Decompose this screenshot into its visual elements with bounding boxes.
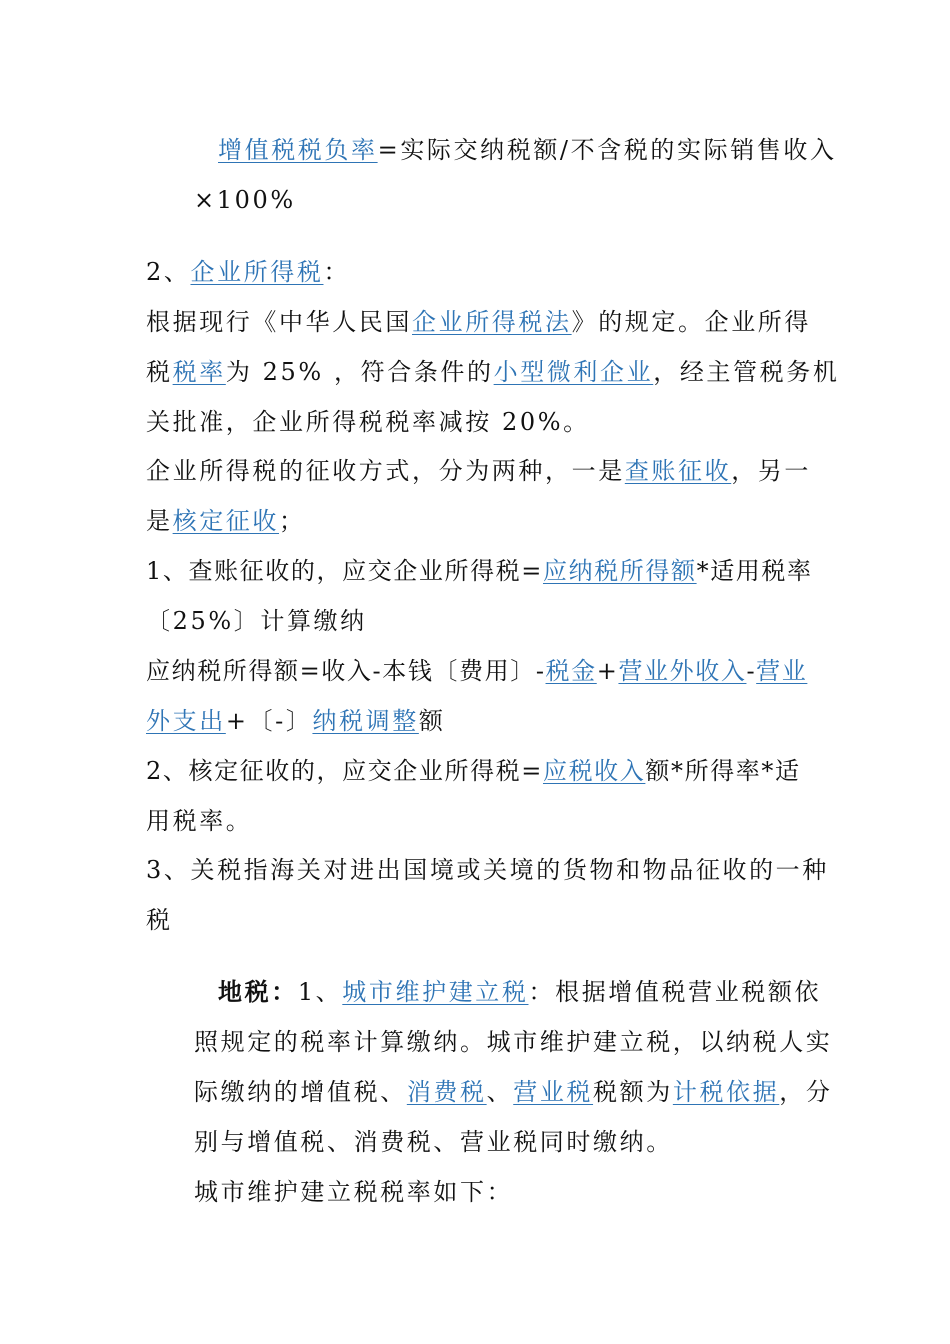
text: ：: [323, 258, 351, 286]
paragraph-line: [146, 406, 590, 438]
link-vat-burden-rate[interactable]: 增值税税负率: [218, 136, 378, 164]
link-consumption-tax[interactable]: 消费税: [406, 1078, 487, 1106]
text: 企业所得税的征收方式，分为两种，一是: [146, 457, 625, 485]
local-tax-heading-line: [218, 976, 821, 1008]
link-tax-rate[interactable]: 税率: [172, 358, 226, 386]
text: 税额为: [593, 1078, 673, 1106]
text: 为 25% ，符合条件的: [225, 358, 494, 386]
text: 〔25%〕计算缴纳: [146, 607, 367, 635]
link-non-operating-expense-cont[interactable]: 外支出: [146, 707, 226, 735]
paragraph-line: [146, 904, 173, 936]
local-tax-label: 地税：: [218, 978, 298, 1006]
link-taxable-income[interactable]: 应纳税所得额: [542, 557, 697, 585]
link-corporate-income-tax-law[interactable]: 企业所得税法: [412, 308, 572, 336]
link-non-operating-expense[interactable]: 营业: [756, 657, 808, 685]
paragraph-line: [146, 705, 445, 737]
text: =实际交纳税额/不含税的实际销售收入: [377, 136, 837, 164]
link-tax-adjustment[interactable]: 纳税调整: [312, 707, 419, 735]
paragraph-line: [194, 1076, 832, 1108]
text: ；: [279, 507, 306, 535]
text: +: [596, 657, 619, 685]
link-taxable-revenue[interactable]: 应税收入: [542, 757, 646, 785]
text: ，经主管税务机: [653, 358, 840, 386]
text: 际缴纳的增值税、: [194, 1078, 407, 1106]
link-business-tax[interactable]: 营业税: [513, 1078, 594, 1106]
text: 1、: [297, 978, 343, 1006]
paragraph-line: [146, 505, 306, 537]
text: 2、: [146, 258, 191, 286]
link-urban-maintenance-tax[interactable]: 城市维护建立税: [342, 978, 529, 1006]
paragraph-line: [146, 356, 839, 388]
text: 应纳税所得额=收入-本钱〔费用〕-: [146, 657, 546, 685]
text: 3、关税指海关对进出国境或关境的货物和物品征收的一种: [146, 856, 829, 884]
text: 关批准，企业所得税税率减按 20%。: [146, 408, 590, 436]
text: 别与增值税、消费税、营业税同时缴纳。: [194, 1128, 673, 1156]
text: 税: [146, 906, 173, 934]
text: 额: [418, 707, 446, 735]
link-corporate-income-tax[interactable]: 企业所得税: [190, 258, 324, 286]
text: ，另一: [731, 457, 812, 485]
text: 照规定的税率计算缴纳。城市维护建立税，以纳税人实: [194, 1028, 833, 1056]
text: -: [746, 657, 757, 685]
link-assessed-collection[interactable]: 核定征收: [172, 507, 280, 535]
text: 城市维护建立税税率如下：: [194, 1178, 514, 1206]
text: ：根据增值税营业税额依: [528, 978, 822, 1006]
text: 税: [146, 358, 173, 386]
link-tax-basis[interactable]: 计税依据: [672, 1078, 780, 1106]
paragraph-line: [194, 1126, 673, 1158]
paragraph-line: [146, 805, 252, 837]
text: 2、核定征收的，应交企业所得税=: [146, 757, 543, 785]
text: *适用税率: [696, 557, 813, 585]
link-taxes[interactable]: 税金: [545, 657, 597, 685]
vat-burden-formula: [218, 134, 837, 166]
link-small-low-profit-enterprise[interactable]: 小型微利企业: [493, 358, 654, 386]
text: ，分: [779, 1078, 833, 1106]
paragraph-line: [146, 306, 811, 338]
text: ×100%: [194, 186, 296, 214]
text: 根据现行《中华人民国: [146, 308, 412, 336]
text: 1、查账征收的，应交企业所得税=: [146, 557, 543, 585]
text: 用税率。: [146, 807, 253, 835]
paragraph-line: [146, 555, 813, 587]
text: 、: [486, 1078, 514, 1106]
vat-burden-formula-cont: [194, 184, 296, 216]
section-heading-corporate-income-tax: [146, 256, 350, 288]
paragraph-line: [146, 854, 829, 886]
paragraph-line: [146, 655, 807, 687]
paragraph-line: [146, 605, 367, 637]
text: 是: [146, 507, 173, 535]
paragraph-line: [146, 455, 811, 487]
paragraph-line: [194, 1026, 832, 1058]
paragraph-line: [146, 755, 801, 787]
text: 额*所得率*适: [645, 757, 801, 785]
link-audit-collection[interactable]: 查账征收: [624, 457, 732, 485]
text: 》的规定。企业所得: [571, 308, 812, 336]
link-non-operating-income[interactable]: 营业外收入: [618, 657, 747, 685]
paragraph-line: [194, 1176, 513, 1208]
text: +〔-〕: [225, 707, 313, 735]
